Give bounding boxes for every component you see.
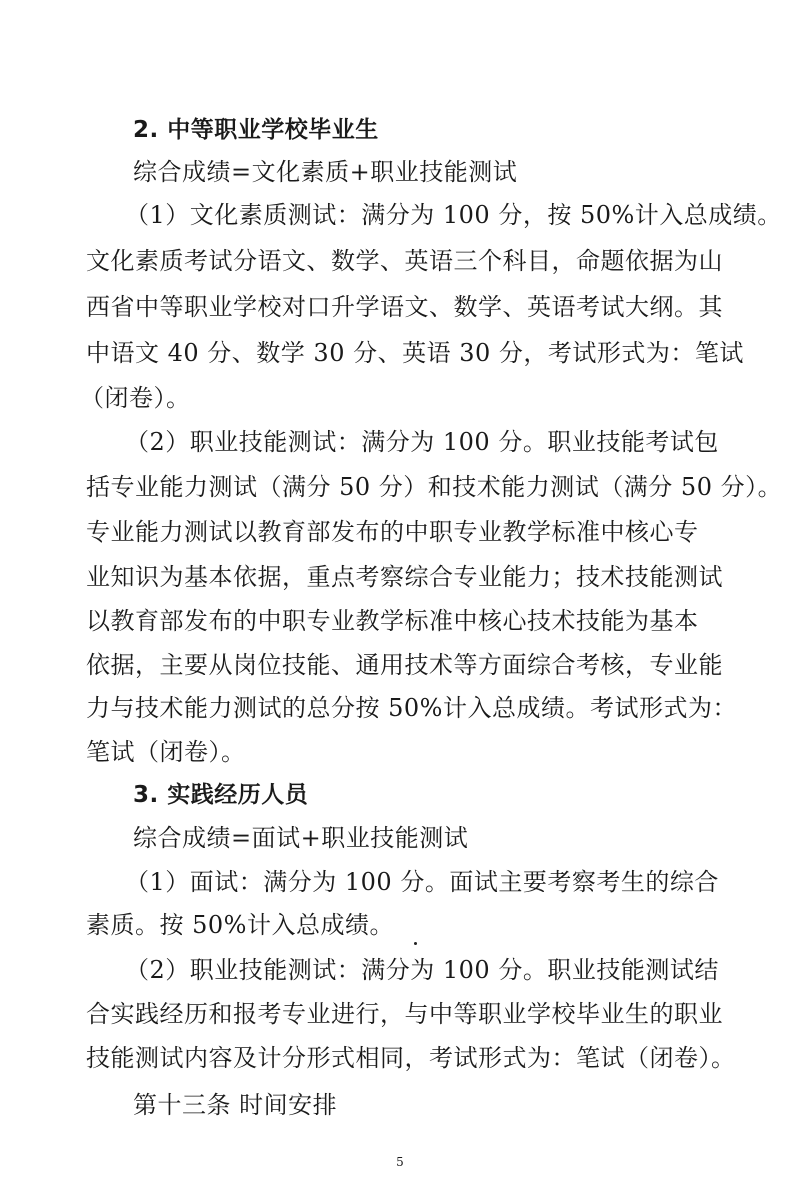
page-number: 5 (396, 1155, 404, 1169)
paragraph-line: （2）职业技能测试：满分为 100 分。职业技能测试结 (125, 956, 719, 984)
paragraph-line: 业知识为基本依据，重点考察综合专业能力；技术技能测试 (86, 563, 723, 591)
paragraph-line: 以教育部发布的中职专业教学标准中核心技术技能为基本 (86, 607, 699, 635)
formula-practice-experience: 综合成绩=面试+职业技能测试 (133, 824, 469, 852)
paragraph-line: 笔试（闭卷）。 (86, 738, 246, 766)
section-heading-practice-experience: 3. 实践经历人员 (133, 782, 309, 808)
paragraph-line: （1）面试：满分为 100 分。面试主要考察考生的综合 (125, 868, 719, 896)
paragraph-line: 文化素质考试分语文、数学、英语三个科目，命题依据为山 (86, 247, 723, 275)
article-heading: 第十三条 时间安排 (133, 1091, 338, 1119)
paragraph-line: 素质。按 50%计入总成绩。 (86, 911, 394, 939)
paragraph-line: 西省中等职业学校对口升学语文、数学、英语考试大纲。其 (86, 293, 723, 321)
paragraph-line: （2）职业技能测试：满分为 100 分。职业技能考试包 (125, 428, 719, 456)
paragraph-line: 中语文 40 分、数学 30 分、英语 30 分，考试形式为：笔试 (86, 339, 744, 367)
paragraph-line: 括专业能力测试（满分 50 分）和技术能力测试（满分 50 分）。 (86, 473, 783, 501)
section-heading-vocational-graduates: 2. 中等职业学校毕业生 (133, 117, 379, 143)
paragraph-line: 技能测试内容及计分形式相同，考试形式为：笔试（闭卷）。 (86, 1044, 736, 1072)
scan-speck (414, 942, 417, 945)
paragraph-line: （1）文化素质测试：满分为 100 分，按 50%计入总成绩。 (125, 201, 782, 229)
paragraph-line: 依据，主要从岗位技能、通用技术等方面综合考核，专业能 (86, 651, 723, 679)
paragraph-line: 专业能力测试以教育部发布的中职专业教学标准中核心专 (86, 518, 699, 546)
paragraph-line: 力与技术能力测试的总分按 50%计入总成绩。考试形式为： (86, 694, 737, 722)
paragraph-line: 合实践经历和报考专业进行，与中等职业学校毕业生的职业 (86, 1000, 723, 1028)
formula-vocational-graduates: 综合成绩=文化素质+职业技能测试 (133, 158, 518, 186)
paragraph-line: （闭卷）。 (80, 384, 191, 412)
